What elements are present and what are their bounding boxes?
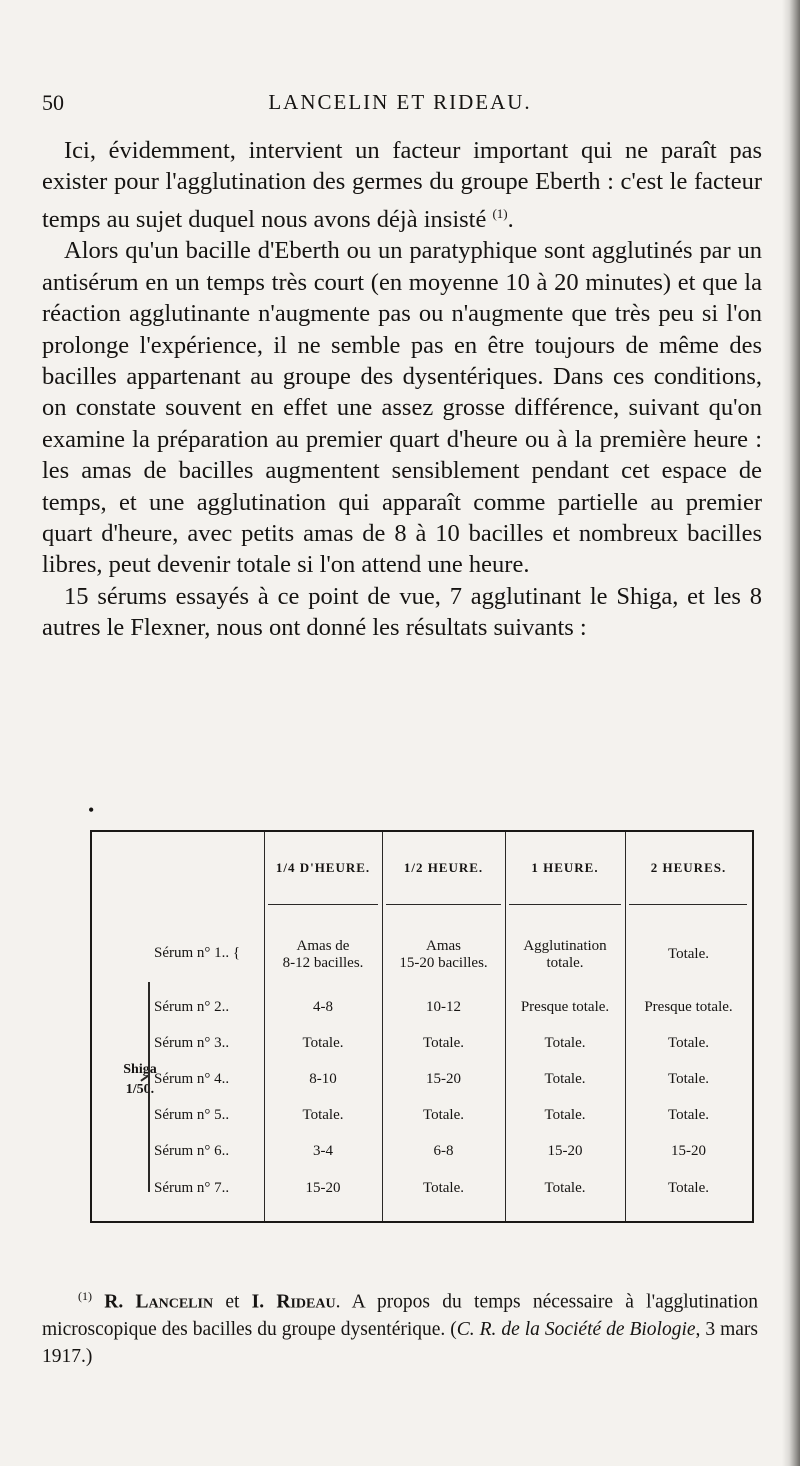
page-edge-shadow xyxy=(782,0,800,1466)
table-cell: Presque totale. xyxy=(520,999,610,1015)
results-table xyxy=(90,830,754,1223)
column-separator xyxy=(264,832,265,1221)
footnote-author: I. Rideau xyxy=(251,1291,336,1313)
body-text xyxy=(42,135,762,644)
table-cell: 3-4 xyxy=(313,1143,333,1159)
table-cell: Totale. xyxy=(544,1180,586,1196)
table-cell: 15-20 xyxy=(547,1143,583,1159)
table-cell xyxy=(625,946,752,963)
page-header xyxy=(42,90,758,126)
column-header-two-hours: 2 HEURES. xyxy=(650,860,727,875)
stray-bullet-mark: • xyxy=(88,800,95,820)
table-cell: Totale. xyxy=(422,1180,464,1196)
table-cell: 15-20 xyxy=(305,1180,341,1196)
table-cell: 10-12 xyxy=(426,999,461,1015)
paragraph-1-tail: . xyxy=(507,205,514,233)
footnote-author: R. Lancelin xyxy=(104,1291,214,1313)
column-header-one-hour: 1 HEURE. xyxy=(531,860,599,875)
table-cell: Totale. xyxy=(302,1035,344,1051)
paragraph-1 xyxy=(42,135,762,235)
table-cell: Totale. xyxy=(544,1107,586,1123)
table-cell: Presque totale. xyxy=(644,999,733,1015)
table-cell: Totale. xyxy=(667,1107,709,1123)
table-cell xyxy=(505,938,625,972)
column-separator xyxy=(505,832,506,1221)
table-cell: Totale. xyxy=(422,1107,464,1123)
row-label: Sérum n° 7.. xyxy=(154,1180,230,1196)
header-rule xyxy=(509,904,621,905)
row-label-text: Sérum n° 1.. xyxy=(154,945,230,961)
paragraph-3: 15 sérums essayés à ce point de vue, 7 agglutinant le Shiga, et les 8 autres le Flexner, nous ont donné les résultats suivants : xyxy=(42,582,762,642)
table-cell xyxy=(382,938,505,972)
table-cell: Totale. xyxy=(544,1035,586,1051)
table-cell: Totale. xyxy=(667,1180,709,1196)
column-separator xyxy=(625,832,626,1221)
group-label-line: 1/50. xyxy=(125,1082,155,1097)
column-header-half-hour: 1/2 HEURE. xyxy=(403,860,484,875)
header-rule xyxy=(268,904,378,905)
table-cell: 6-8 xyxy=(433,1143,454,1159)
footnote-title: . A propos du temps nécessaire à l'agglutination microscopique des bacilles du groupe dysentérique. ( xyxy=(42,1291,759,1340)
footnote-date: , 3 mars 1917.) xyxy=(42,1318,758,1367)
table-cell: Totale. xyxy=(544,1071,586,1087)
row-label: Sérum n° 2.. xyxy=(154,999,230,1015)
group-label-line: Shiga xyxy=(123,1062,157,1077)
table-cell: Totale. xyxy=(667,1035,709,1051)
row-label: Sérum n° 5.. xyxy=(154,1107,230,1123)
column-separator xyxy=(382,832,383,1221)
table-cell: Totale. xyxy=(422,1035,464,1051)
row-label: Sérum n° 3.. xyxy=(154,1035,230,1051)
table-cell-line: Totale. xyxy=(667,946,709,962)
table-cell: 4-8 xyxy=(313,999,333,1015)
table-cell-line: Amas xyxy=(426,938,461,954)
table-cell xyxy=(264,938,382,972)
table-cell-line: 15-20 bacilles. xyxy=(399,955,488,971)
page-number: 50 xyxy=(42,90,64,115)
footnote xyxy=(42,1283,758,1370)
table-cell: Totale. xyxy=(302,1107,344,1123)
header-rule xyxy=(386,904,501,905)
footnote-journal: C. R. de la Société de Biologie xyxy=(456,1318,696,1340)
footnote-mark: (1) xyxy=(78,1289,92,1303)
header-rule xyxy=(629,904,747,905)
table-cell-line: Agglutination xyxy=(523,938,607,954)
table-cell-line: Amas de xyxy=(296,938,350,954)
row-label: Sérum n° 4.. xyxy=(154,1071,230,1087)
running-title: LANCELIN ET RIDEAU. xyxy=(268,90,532,114)
table-cell-line: 8-12 bacilles. xyxy=(282,955,364,971)
footnote-conjunction: et xyxy=(213,1291,252,1313)
column-header-quarter-hour: 1/4 D'HEURE. xyxy=(275,860,371,875)
paragraph-1-text: Ici, évidemment, intervient un facteur important qui ne paraît pas exister pour l'agglutination des germes du groupe Eberth : c'est le facteur temps au sujet duquel nous avons déjà insisté xyxy=(42,137,762,233)
row-label xyxy=(154,945,262,962)
table-cell: 15-20 xyxy=(426,1071,461,1087)
table-cell: 8-10 xyxy=(309,1071,337,1087)
row-brace: { xyxy=(232,945,241,961)
footnote-reference: (1) xyxy=(492,205,508,221)
table-cell: Totale. xyxy=(667,1071,709,1087)
row-label: Sérum n° 6.. xyxy=(154,1143,230,1159)
table-cell-line: totale. xyxy=(546,955,584,971)
table-cell: 15-20 xyxy=(671,1143,706,1159)
paragraph-2: Alors qu'un bacille d'Eberth ou un paratyphique sont agglutinés par un antisérum en un temps très court (en moyenne 10 à 20 minutes) et que la réaction agglutinante n'augmente pas ou n'augmente que très peu si l'on prolonge l'expérience, il ne semble pas en être toujours de même des bacilles appartenant au groupe des dysentériques. Dans ces conditions, on constate souvent en effet une assez grosse différence, suivant qu'on examine la préparation au premier quart d'heure ou à la première heure : les amas de bacilles augmentent sensiblement pendant cet espace de temps, et une agglutination qui apparaît comme partielle au premier quart d'heure, avec petits amas de 8 à 10 bacilles et nombreux bacilles libres, peut devenir totale si l'on attend une heure. xyxy=(42,237,762,579)
